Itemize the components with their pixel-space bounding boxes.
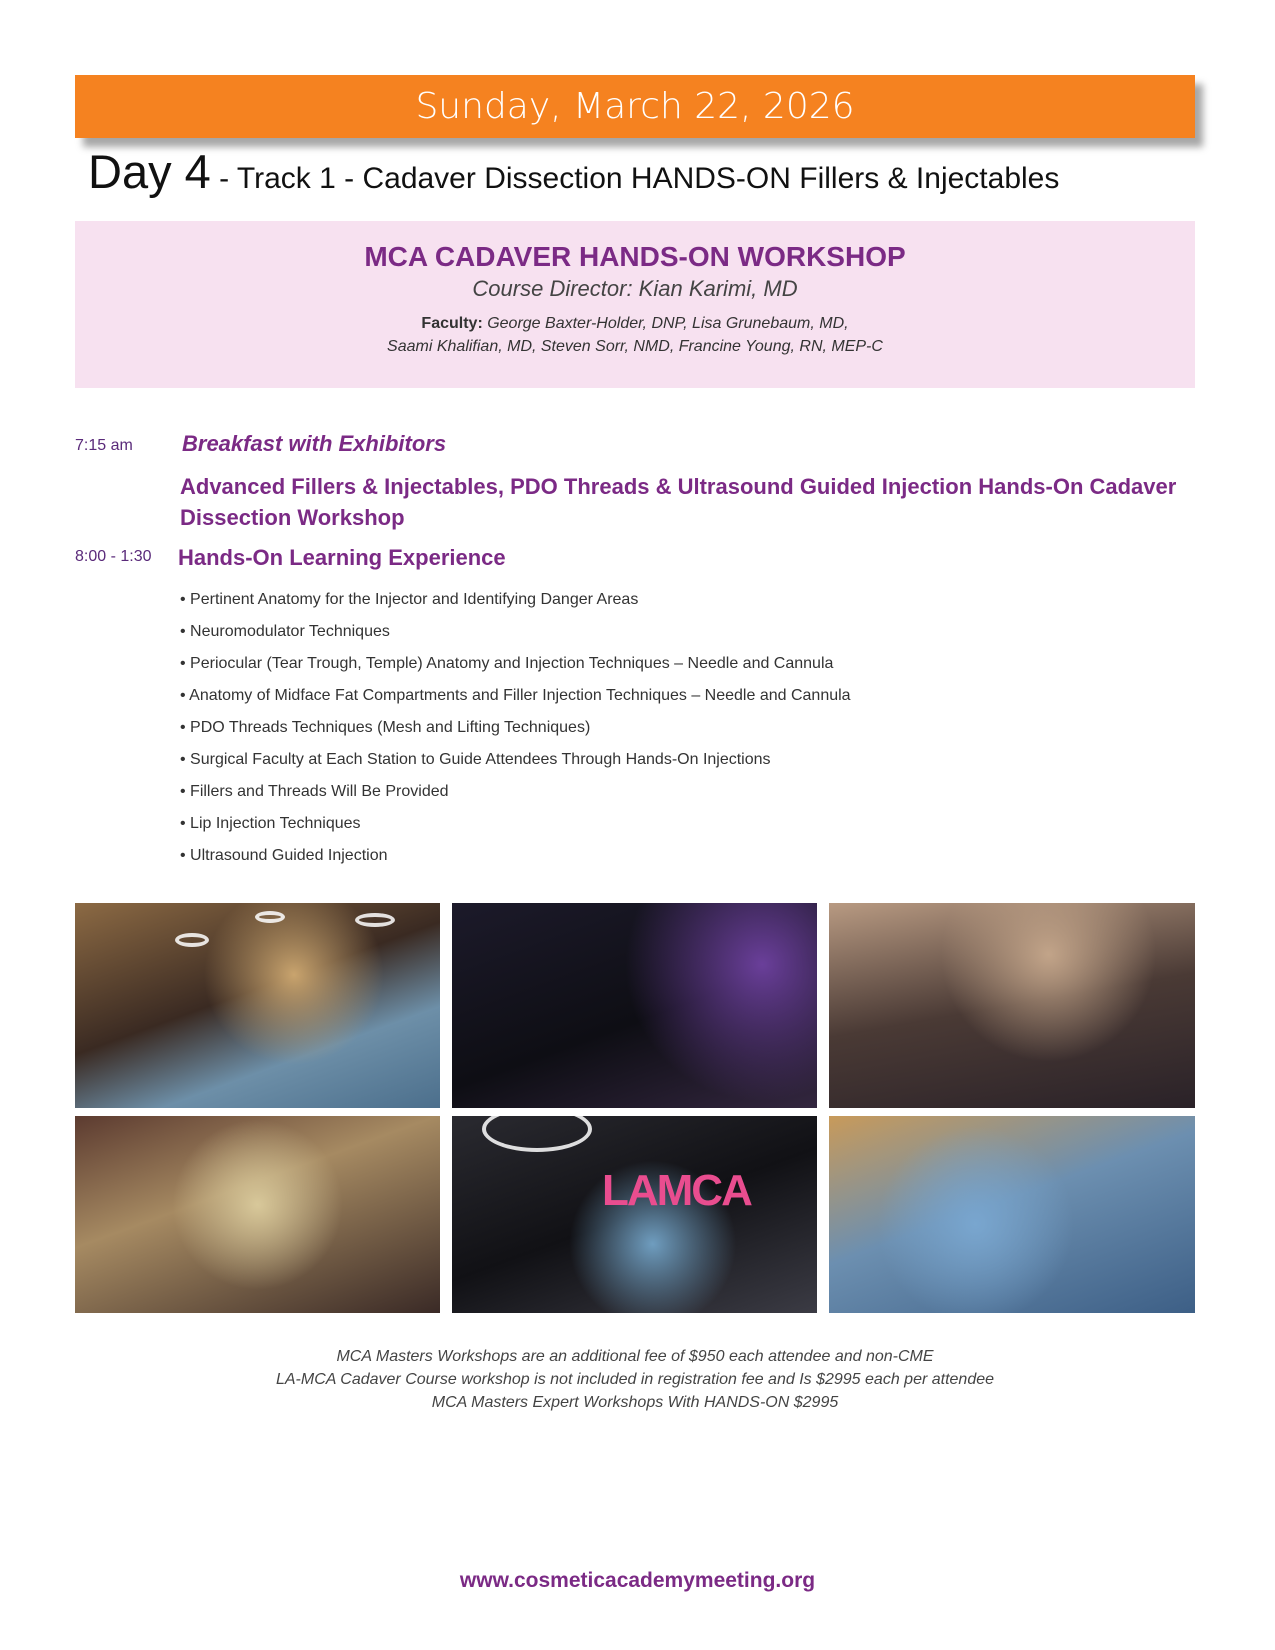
fee-notes: [75, 1345, 1195, 1414]
list-item: • Fillers and Threads Will Be Provided: [180, 783, 449, 800]
workshop-photo-3: [829, 903, 1195, 1108]
list-item: • Ultrasound Guided Injection: [180, 847, 388, 864]
course-director: Course Director: Kian Karimi, MD: [472, 276, 798, 301]
breakfast-time: 7:15 am: [75, 437, 133, 454]
workshop-title: MCA CADAVER HANDS-ON WORKSHOP: [364, 241, 906, 272]
fee-line-2: LA-MCA Cadaver Course workshop is not included in registration fee and Is $2995 each per attendee: [275, 1371, 995, 1388]
fee-line-1: MCA Masters Workshops are an additional fee of $950 each attendee and non-CME: [336, 1348, 934, 1365]
faculty-label: Faculty:: [421, 315, 483, 332]
track-subtitle: - Track 1 - Cadaver Dissection HANDS-ON Fillers & Injectables: [210, 162, 1060, 195]
day-number: Day 4: [88, 145, 211, 198]
website-link[interactable]: www.cosmeticacademymeeting.org: [459, 1569, 816, 1592]
list-item: • Periocular (Tear Trough, Temple) Anatomy and Injection Techniques – Needle and Cannula: [180, 655, 834, 672]
list-item: • Surgical Faculty at Each Station to Guide Attendees Through Hands-On Injections: [180, 751, 771, 768]
faculty-line-2: Saami Khalifian, MD, Steven Sorr, NMD, Francine Young, RN, MEP-C: [387, 338, 883, 355]
list-item: • Anatomy of Midface Fat Compartments and Filler Injection Techniques – Needle and Cannula: [180, 687, 851, 704]
handson-title: Hands-On Learning Experience: [178, 545, 506, 570]
list-item: • PDO Threads Techniques (Mesh and Lifting Techniques): [180, 719, 591, 736]
topic-list: [180, 588, 851, 876]
workshop-photo-2: [452, 903, 817, 1108]
session-title: Advanced Fillers & Injectables, PDO Threads & Ultrasound Guided Injection Hands-On Cadaver Dissection Workshop: [180, 474, 1177, 530]
list-item: • Pertinent Anatomy for the Injector and Identifying Danger Areas: [180, 591, 639, 608]
list-item: • Neuromodulator Techniques: [180, 623, 390, 640]
list-item: • Lip Injection Techniques: [180, 815, 361, 832]
handson-time: 8:00 - 1:30: [75, 548, 152, 565]
faculty-list: [75, 312, 1195, 358]
breakfast-title: Breakfast with Exhibitors: [182, 431, 447, 456]
photo-grid: [75, 903, 1195, 1313]
workshop-photo-4: [75, 1116, 440, 1313]
date-banner: Sunday, March 22, 2026: [75, 75, 1195, 138]
faculty-line-1: George Baxter-Holder, DNP, Lisa Grunebaum, MD,: [482, 315, 849, 332]
day-heading: [88, 144, 1059, 199]
fee-line-3: MCA Masters Expert Workshops With HANDS-ON $2995: [431, 1394, 839, 1411]
lamca-sign: LAMCA: [602, 1166, 751, 1215]
workshop-photo-6: [829, 1116, 1195, 1313]
workshop-photo-5: [452, 1116, 817, 1313]
workshop-photo-1: [75, 903, 440, 1108]
workshop-info-box: [75, 221, 1195, 388]
